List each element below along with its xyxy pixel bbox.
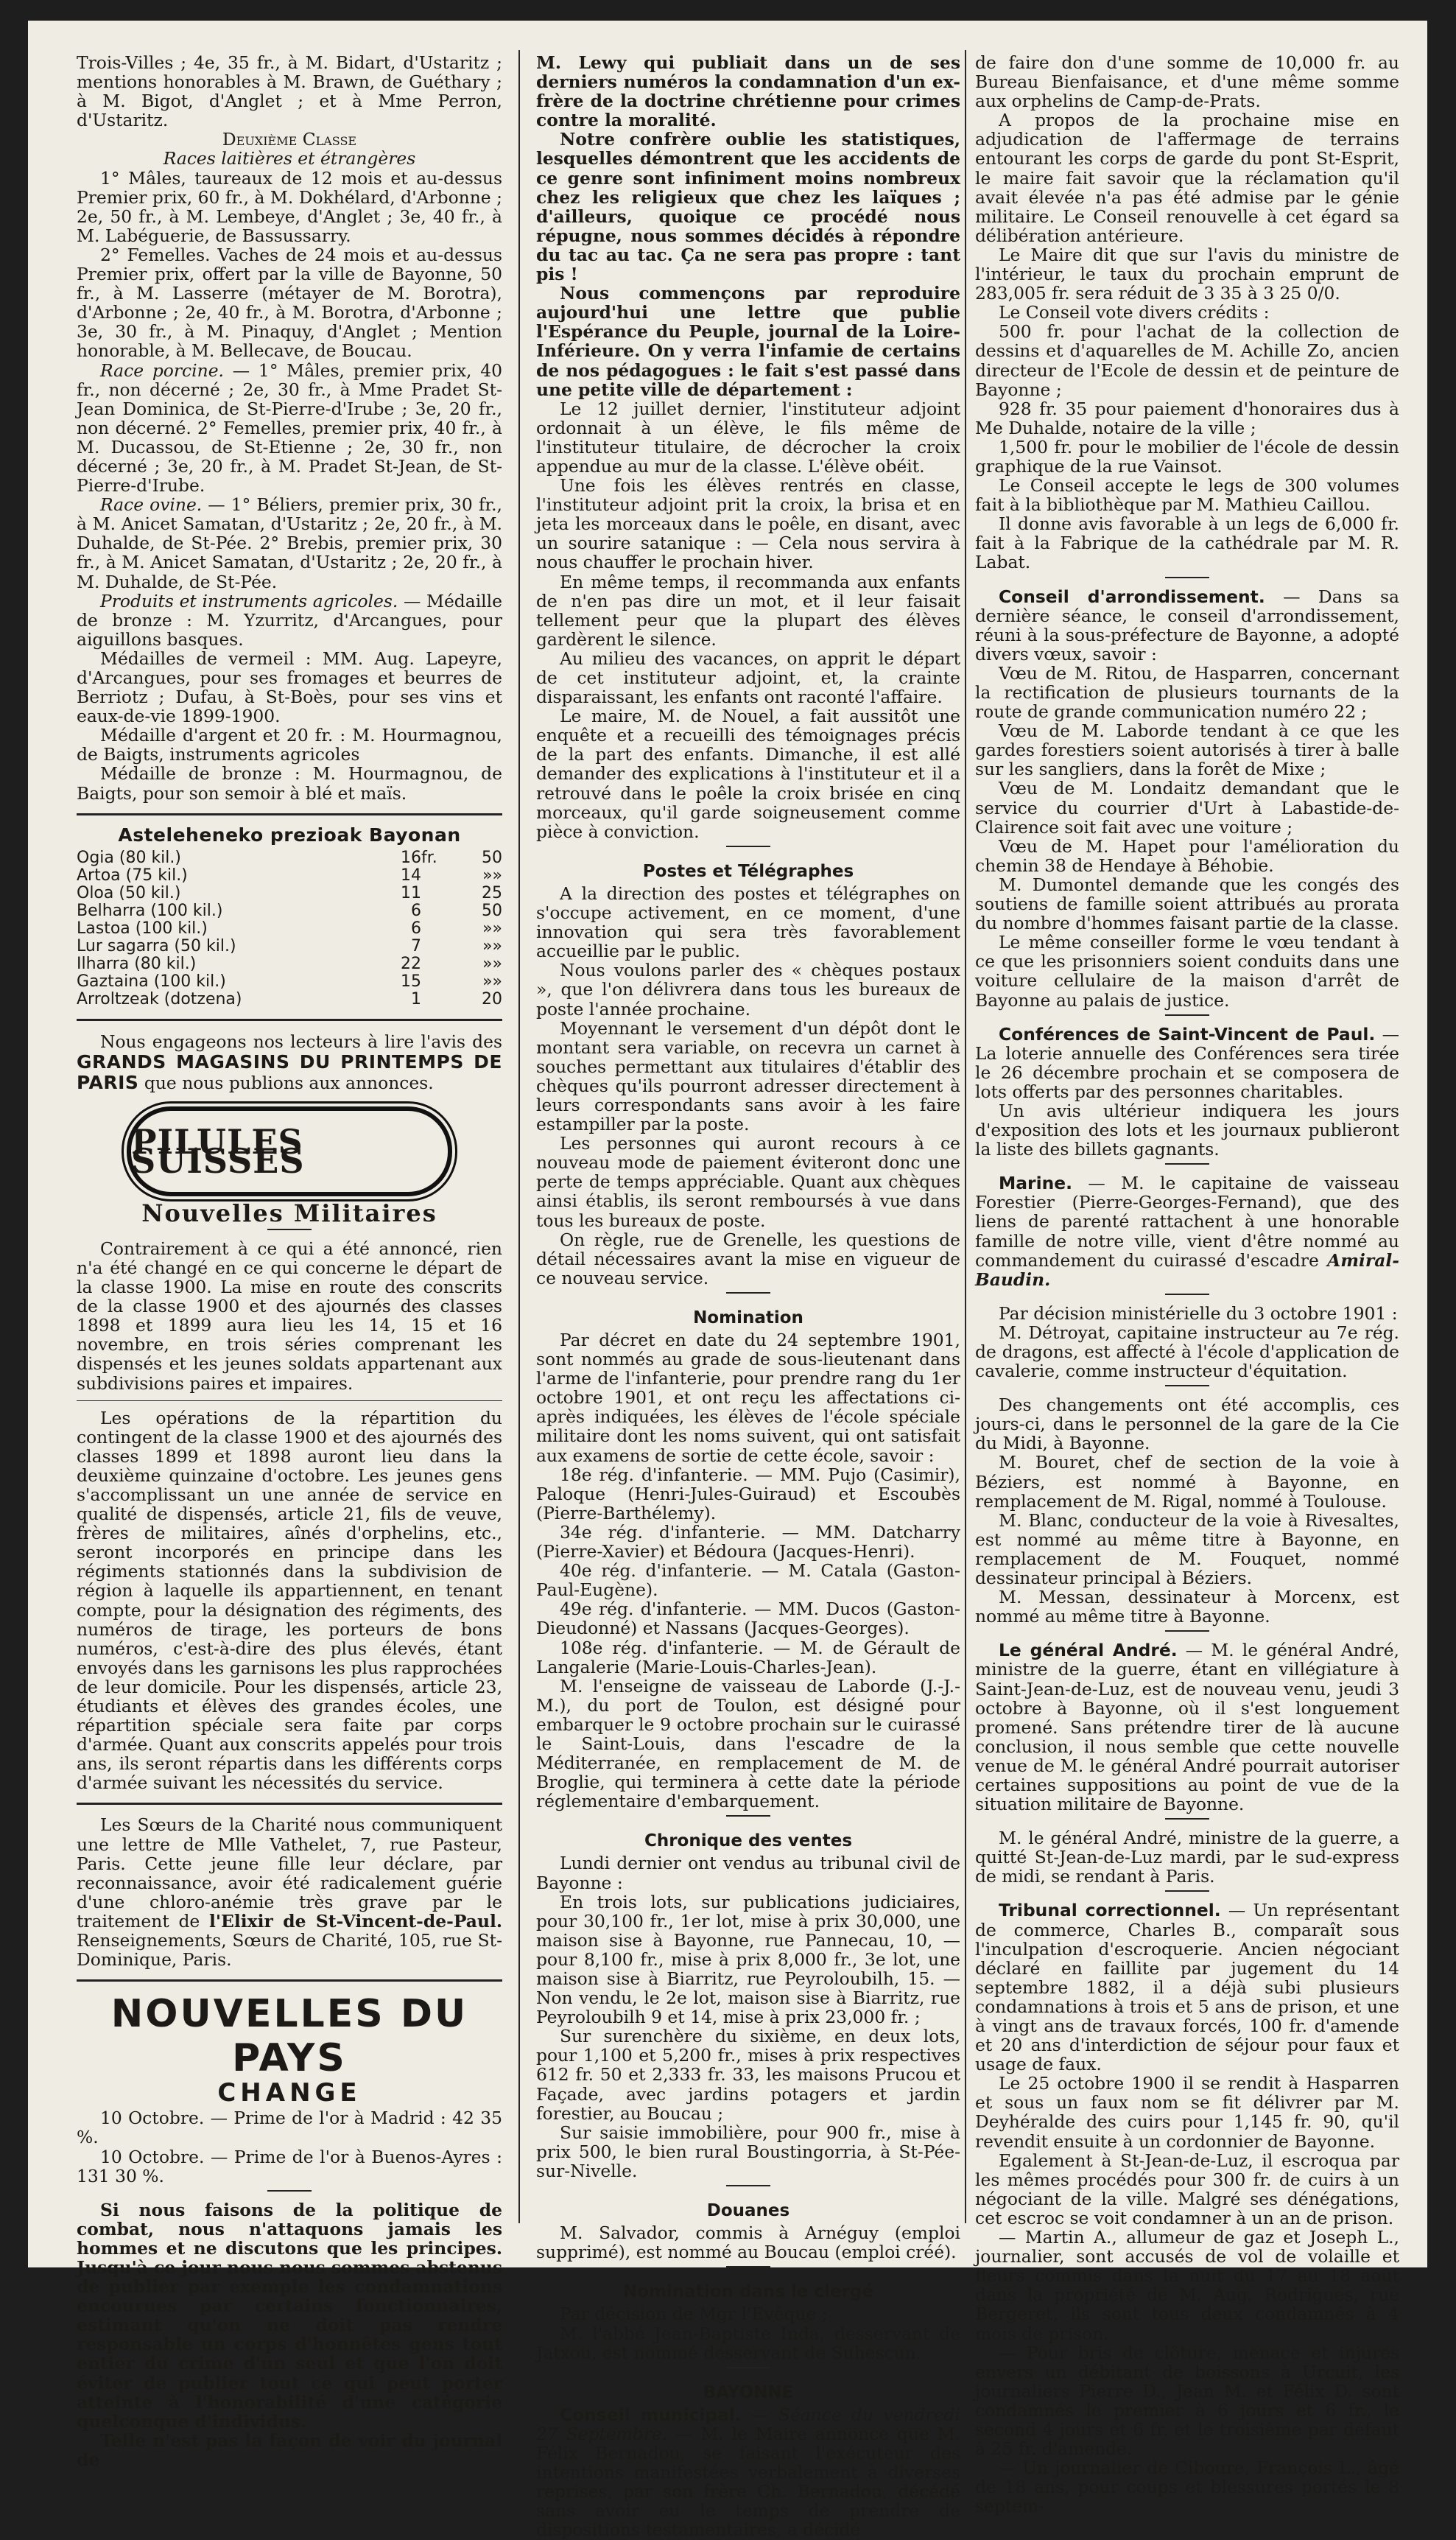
price-unit [421, 955, 451, 973]
paragraph: Si nous faisons de la politique de combat, nous n'attaquons jamais les hommes et ne discutons que les principes. Jusqu'à ce jour nous nous sommes abstenus de publier par exemple les condamnations encourues par certains fonctionnaires, estimant qu'on ne doit pas rendre responsable un corps d'honnêtes gens tout entier du crime d'un seul et que l'on doit éviter de publier tout ce qui peut porter atteinte à l'honorabilité d'une catégorie quelconque d'individus. [77, 2199, 502, 2432]
paragraph: Par décret en date du 24 septembre 1901, sont nommés au grade de sous-lieutenant dans l'arme de l'infanterie, pour prendre rang du 1er octobre 1901, et ont reçu les affectations ci-après indiquées, les élèves de l'école spéciale militaire dont les noms suivent, qui ont satisfait aux examens de sortie de cette école, savoir : [536, 1330, 960, 1466]
newspaper-page [28, 21, 1427, 2540]
divider [726, 1292, 770, 1294]
price-cents: »» [482, 919, 502, 938]
divider [726, 1815, 770, 1817]
section-title: Chronique des ventes [644, 1831, 853, 1851]
paragraph [975, 1901, 1399, 2074]
paragraph: — Un journalier de Ciboure, François L., âgé de 18 ans, pour coups et blessures portés le 8 septem- [975, 2457, 1399, 2517]
price-name: Ilharra (80 kil.) [77, 954, 197, 973]
section-title: BAYONNE [703, 2382, 794, 2402]
label: Tribunal correctionnel. [999, 1900, 1221, 1921]
label: Race porcine. [100, 359, 224, 381]
paragraph: Telle n'est pas la façon de voir du journal de [77, 2430, 502, 2470]
text: que nous publions aux annonces. [138, 1072, 434, 1093]
ship-name: Amiral-Baudin. [975, 1249, 1399, 1290]
price-unit [421, 938, 451, 955]
paragraph [975, 1641, 1399, 1814]
price-row [77, 938, 502, 955]
price-table [77, 849, 502, 1008]
paragraph: M. Salvador, commis à Arnéguy (emploi supprimé), est nommé au Boucau (emploi créé). [536, 2222, 960, 2263]
price-row [77, 973, 502, 991]
divider [77, 1803, 502, 1805]
price-row [77, 867, 502, 885]
price-unit [421, 902, 451, 920]
paragraph: Médailles de vermeil : MM. Aug. Lapeyre, d'Arcangues, pour ses fromages et beurres de Berriotz ; Dufau, à St-Boès, pour ses vins et eaux-de-vie 1899-1900. [77, 648, 502, 727]
price-cents: »» [482, 936, 502, 955]
column-rule [518, 50, 520, 2223]
paragraph: Vœu de M. Laborde tendant à ce que les gardes forestiers soient autorisés à tirer à balle sur les sangliers, dans la forêt de Mixe ; [975, 720, 1399, 780]
divider [267, 2190, 312, 2192]
label: Conseil municipal. [560, 2404, 742, 2425]
section-title: Douanes [706, 2201, 790, 2221]
price-name: Ogia (80 kil.) [77, 848, 181, 867]
prices-title: Asteleheneko prezioak Bayonan [118, 824, 461, 846]
column-1 [77, 53, 502, 2469]
price-row [77, 902, 502, 920]
paragraph: 49e rég. d'infanterie. — MM. Ducos (Gaston-Dieudonné) et Nassans (Jacques-Georges). [536, 1599, 960, 1639]
divider [726, 2367, 770, 2368]
price-name: Oloa (50 kil.) [77, 883, 181, 902]
paragraph [975, 1173, 1399, 1289]
price-name: Lastoa (100 kil.) [77, 919, 208, 938]
paragraph: Le Conseil vote divers crédits : [999, 302, 1270, 323]
label: Conseil d'arrondissement. [999, 586, 1265, 607]
paragraph: Notre confrère oublie les statistiques, lesquelles démontrent que les accidents de ce genre sont infiniment moins nombreux chez les religieux que chez les laïques ; d'ailleurs, quoique ce procédé nous répugne, nous sommes décidés à répondre du tac au tac. Ça ne sera pas propre : tant pis ! [536, 129, 960, 285]
printemps-notice [77, 1031, 502, 1093]
paragraph [77, 1815, 502, 1969]
divider [726, 2266, 770, 2267]
paragraph: Le Conseil accepte le legs de 300 volumes fait à la bibliothèque par M. Mathieu Caillou. [975, 475, 1399, 516]
paragraph: Vœu de M. Ritou, de Hasparren, concernant la rectification de plusieurs tournants de la route de grande communication numéro 22 ; [975, 662, 1399, 723]
paragraph: Une fois les élèves rentrés en classe, l'instituteur adjoint prit la croix, la brisa et en jeta les morceaux dans le poêle, en disant, avec un sourire satanique : — Cela nous servira à nous chauffer le prochain hiver. [536, 475, 960, 573]
text: Nous engageons nos lecteurs à lire l'avis des [100, 1031, 502, 1052]
paragraph: En même temps, il recommanda aux enfants de n'en pas dire un mot, et il leur faisait tellement peur que la plupart des élèves gardèrent le silence. [536, 571, 960, 650]
paragraph: M. Bouret, chef de section de la voie à Béziers, est nommé à Bayonne, en remplacement de M. Rigal, nommé à Toulouse. [975, 1452, 1399, 1512]
text: — M. le général André, ministre de la guerre, étant en villégiature à Saint-Jean-de-Luz, est de nouveau venu, jeudi 3 octobre à Bayonne, où il s'est longuement promené. Sans prétendre tirer de là aucune conclusion, il nous semble que cette nouvelle venue de M. le général André pourrait autoriser certaines suppositions au point de vue de la situation militaire de Bayonne. [975, 1640, 1399, 1815]
paragraph: Des changements ont été accomplis, ces jours-ci, dans le personnel de la gare de la Cie du Midi, à Bayonne. [975, 1394, 1399, 1454]
price-cents: 50 [482, 848, 502, 867]
paragraph: Vœu de M. Londaitz demandant que le service du courrier d'Urt à Labastide-de-Clairence soit fait avec une voiture ; [975, 778, 1399, 838]
price-value: 11 [401, 883, 421, 902]
divider [1165, 1163, 1209, 1165]
paragraph: Les opérations de la répartition du contingent de la classe 1900 et des ajournés des classes 1899 et 1898 auront lieu dans la deuxième quinzaine d'octobre. Les jeunes gens s'accomplissant un une année de service en qualité de dispensés, article 21, fils de veuve, frères de militaires, aînés d'orphelins, etc., seront incorporés en principe dans les régiments stationnés dans la subdivision de région à laquelle ils appartiennent, en tenant compte, pour la désignation des régiments, des numéros de tirage, les porteurs de bons numéros, c'est-à-dire des plus élevés, étant envoyés dans les garnisons les plus rapprochées de leur domicile. Pour les dispensés, article 23, étudiants et élèves des grandes écoles, une répartition spéciale sera faite par corps d'armée. Quant aux conscrits appelés pour trois ans, ils seront répartis dans les différents corps d'armée suivant les nécessités du service. [77, 1407, 502, 1794]
price-cents: 50 [482, 901, 502, 920]
paragraph: M. Blanc, conducteur de la voie à Rivesaltes, est nommé au même titre à Bayonne, en remplacement de M. Fouquet, nommé dessinateur principal à Béziers. [975, 1509, 1399, 1589]
label: Marine. [999, 1173, 1073, 1194]
price-name: Artoa (75 kil.) [77, 866, 188, 885]
paragraph: 10 Octobre. — Prime de l'or à Madrid : 42 35 %. [77, 2108, 502, 2148]
divider [77, 1979, 502, 1982]
paragraph: Le même conseiller forme le vœu tendant à ce que les prisonniers soient conduits dans une voiture cellulaire de la maison d'arrêt de Bayonne au palais de justice. [975, 932, 1399, 1011]
paragraph: Le Maire dit que sur l'avis du ministre de l'intérieur, le taux du prochain emprunt de 283,005 fr. sera réduit de 3 35 à 3 25 0/0. [975, 244, 1399, 304]
section-title: Postes et Télégraphes [642, 861, 854, 881]
price-unit [421, 973, 451, 991]
paragraph: Moyennant le versement d'un dépôt dont le montant sera variable, on recevra un carnet à souches permettant aux titulaires d'établir des chèques qu'ils pourront adresser directement à leurs correspondants sans avoir à les faire estampiller par la poste. [536, 1017, 960, 1135]
column-rule [965, 50, 966, 2223]
text: — M. le Maire annonce que M. Félix Bernadou, se faisant l'exécuteur des intentions manifestées verbalement à diverses reprises, par son frère Ch. Bernadou, décédé sans avoir eu le temps de prendre de dispositions testamentaires, a décidé [536, 2423, 960, 2540]
price-unit [421, 867, 451, 885]
paragraph: — Martin A., allumeur de gaz et Joseph L., journalier, sont accusés de vol de volaille et fleurs commis dans la nuit du 17 au 18 août dans la propriété de M. Aug. Rodrigues, rue Bergeret, ils sont tous deux condamnés à 4 mois de prison. [975, 2227, 1399, 2344]
price-unit [421, 920, 451, 938]
divider [267, 1229, 312, 1230]
paragraph: M. Lewy qui publiait dans un de ses derniers numéros la condamnation d'un ex-frère de la doctrine chrétienne pour crimes contre la moralité. [536, 52, 960, 131]
divider [726, 2185, 770, 2186]
paragraph: M. l'abbé Jean-Baptiste Inda, desservant de Jatxou, est nommé desservant de Suhescun. [536, 2323, 960, 2363]
paragraph: M. Dumontel demande que les congés des soutiens de famille soient attribués au prorata du nombre d'hommes faisant partie de la classe. [975, 874, 1399, 934]
divider [1165, 1294, 1209, 1295]
paragraph: Sur surenchère du sixième, en deux lots, pour 1,100 et 5,200 fr., mises à prix respectives 612 fr. 50 et 2,333 fr. 33, les maisons Prucou et Façade, avec jardins potagers et jardin forestier, au Boucau ; [536, 2026, 960, 2124]
paragraph: Les personnes qui auront recours à ce nouveau mode de paiement éviteront donc une perte de temps appréciable. Quant aux chèques ainsi établis, ils seront remboursés à vue dans tous les bureaux de poste. [536, 1133, 960, 1231]
paragraph: Nous voulons parler des « chèques postaux », que l'on délivrera dans tous les bureaux de poste l'année prochaine. [536, 960, 960, 1020]
text: — M. le capitaine de vaisseau Forestier (Pierre-Georges-Fernand), que des liens de parenté rattachent à une honorable famille de notre ville, vient d'être nommé au commandement du cuirassé d'escadre [975, 1173, 1399, 1271]
section-title: Nouvelles Militaires [141, 1199, 437, 1227]
column-2 [536, 53, 960, 2539]
price-name: Gaztaina (100 kil.) [77, 972, 226, 991]
text: — Médaille de bronze : M. Yzurritz, d'Arcangues, pour aiguillons basques. [77, 590, 502, 650]
paragraph: 34e rég. d'infanterie. — MM. Datcharry (Pierre-Xavier) et Bédoura (Jacques-Henri). [536, 1521, 960, 1562]
divider [1165, 1818, 1209, 1820]
paragraph: M. Détroyat, capitaine instructeur au 7e rég. de dragons, est affecté à l'école d'application de cavalerie, comme instructeur d'équitation. [975, 1322, 1399, 1382]
paragraph: Sur saisie immobilière, pour 900 fr., mise à prix 500, le bien rural Boustingorria, à St-Pée-sur-Nivelle. [536, 2122, 960, 2181]
price-value: 14 [401, 866, 421, 885]
paragraph: 108e rég. d'infanterie. — M. de Gérault de Langalerie (Marie-Louis-Charles-Jean). [536, 1637, 960, 1677]
paragraph: Le maire, M. de Nouel, a fait aussitôt une enquête et a recueilli des témoignages précis de la part des enfants. Dimanche, il est allé demander des explications à l'instituteur et il a retrouvé dans le poêle la croix brisée en cinq morceaux, qu'il garde soigneusement comme pièce à conviction. [536, 706, 960, 842]
divider [726, 846, 770, 847]
price-unit [421, 991, 451, 1008]
price-unit: fr. [421, 848, 437, 867]
paragraph: On règle, rue de Grenelle, les questions de détail nécessaires avant la mise en vigueur de ce nouveau service. [536, 1229, 960, 1288]
divider [1165, 1890, 1209, 1892]
divider [1165, 1014, 1209, 1016]
price-value: 15 [401, 972, 421, 991]
paragraph: Lundi dernier ont vendus au tribunal civil de Bayonne : [536, 1853, 960, 1893]
paragraph [77, 361, 502, 496]
paragraph: Un avis ultérieur indiquera les jours d'exposition des lots et les journaux publieront la liste des billets gagnants. [975, 1100, 1399, 1160]
paragraph: 40e rég. d'infanterie. — M. Catala (Gaston-Paul-Eugène). [536, 1560, 960, 1601]
paragraph: 500 fr. pour l'achat de la collection de dessins et d'aquarelles de M. Achille Zo, ancien directeur de l'Ecole de dessin et de peinture de Bayonne ; [975, 321, 1399, 400]
paragraph: 10 Octobre. — Prime de l'or à Buenos-Ayres : 131 30 %. [77, 2146, 502, 2186]
price-value: 22 [401, 954, 421, 973]
paragraph: Par décision de Mgr l'Evêque ; [560, 2304, 828, 2325]
divider [1165, 1385, 1209, 1386]
label: Race ovine. [100, 494, 203, 516]
paragraph [536, 2405, 960, 2540]
price-name: Lur sagarra (50 kil.) [77, 936, 236, 955]
paragraph: Trois-Villes ; 4e, 35 fr., à M. Bidart, d'Ustaritz ; mentions honorables à M. Brawn, de Guéthary ; à M. Bigot, d'Anglet ; et à Mme Perron, d'Ustaritz. [77, 52, 502, 131]
paragraph: Contrairement à ce qui a été annoncé, rien n'a été changé en ce qui concerne le départ de la classe 1900. La mise en route des conscrits de la classe 1900 et des ajournés des classes 1898 et 1899 aura lieu les 14, 15 et 16 novembre, en trois séries comprenant les dispensés et les jeunes soldats appartenant aux subdivisions paires et impaires. [77, 1238, 502, 1394]
section-subtitle: CHANGE [217, 2078, 362, 2108]
label: Produits et instruments agricoles. [100, 590, 398, 611]
price-value: 6 [411, 901, 421, 920]
price-value: 7 [411, 936, 421, 955]
price-row [77, 920, 502, 938]
paragraph: 2° Femelles. Vaches de 24 mois et au-dessus Premier prix, offert par la ville de Bayonne, 50 fr., à M. Lasserre (métayer de M. Borotra), d'Arbonne ; 2e, 40 fr., à M. Borotra, d'Arbonne ; 3e, 30 fr., à M. Pinaquy, d'Anglet ; Mention honorable, à M. Bellecave, de Boucau. [77, 244, 502, 362]
text: — 1° Mâles, premier prix, 40 fr., non décerné ; 2e, 30 fr., à Mme Pradet St-Jean Dominica, de St-Pierre-d'Irube ; 3e, 20 fr., non décerné. 2° Femelles, premier prix, 40 fr., à M. Ducassou, de St-Etienne ; 2e, 30 fr., non décerné ; 3e, 20 fr., à M. Pradet St-Jean, de St-Pierre-d'Irube. [77, 359, 502, 497]
price-value: 1 [411, 989, 421, 1008]
text: — Un représentant de commerce, Charles B., comparaît sous l'inculpation d'escroquerie. Ancien négociant déclaré en faillite par jugement du 14 septembre 1882, il a déjà subi plusieurs condamnations à trois et 5 ans de prison, et une à vingt ans de travaux forcés, 100 fr. d'amende et 20 ans d'interdiction de séjour pour faux et usage de faux. [975, 1900, 1399, 2075]
price-unit [421, 885, 451, 902]
column-3 [975, 53, 1399, 2516]
price-cents: 20 [482, 989, 502, 1008]
paragraph: de faire don d'une somme de 10,000 fr. au Bureau Bienfaisance, et d'une même somme aux orphelins de Camp-de-Prats. [975, 52, 1399, 112]
paragraph: Nous commençons par reproduire aujourd'hui une lettre que publie l'Espérance du Peuple, journal de la Loire-Inférieure. On y verra l'infamie de certains de nos pédagogues : le fait s'est passé dans une petite ville de département : [536, 283, 960, 400]
price-row [77, 849, 502, 867]
text: Les Sœurs de la Charité nous communiquent une lettre de Mlle Vathelet, 7, rue Pasteur, Paris. Cette jeune fille leur déclare, par reconnaissance, avoir été radicalement guérie d'une chloro-anémie très grave par le traitement de [77, 1814, 502, 1932]
label: Le général André. [999, 1640, 1178, 1661]
paragraph: Le 25 octobre 1900 il se rendit à Hasparren et sous un faux nom se fit délivrer par M. Deyhéralde des cuirs pour 1,145 fr. 90, qu'il revendit ensuite à un cordonnier de Bayonne. [975, 2073, 1399, 2152]
text: — 1° Béliers, premier prix, 30 fr., à M. Anicet Samatan, d'Ustaritz ; 2e, 20 fr., à M. Duhalde, de St-Pée. 2° Brebis, premier prix, 30 fr., à M. Anicet Samatan, d'Ustaritz ; 2e, 20 fr., à M. Duhalde, de St-Pée. [77, 494, 502, 592]
paragraph: 18e rég. d'infanterie. — MM. Pujo (Casimir), Paloque (Henri-Jules-Guiraud) et Escoubès (Pierre-Barthélemy). [536, 1464, 960, 1523]
text: — Séance du vendredi 27 Septembre. [536, 2404, 960, 2444]
paragraph: Il donne avis favorable à un legs de 6,000 fr. fait à la Fabrique de la cathédrale par M. R. Labat. [975, 513, 1399, 573]
paragraph [77, 495, 502, 591]
class-heading: Deuxième Classe [222, 129, 357, 150]
paragraph: M. le général André, ministre de la guerre, a quitté St-Jean-de-Luz mardi, par le sud-express de midi, se rendant à Paris. [975, 1828, 1399, 1887]
label: Conférences de Saint-Vincent de Paul. [999, 1023, 1376, 1045]
paragraph [975, 1025, 1399, 1101]
paragraph: Médaille d'argent et 20 fr. : M. Hourmagnou, de Baigts, instruments agricoles [77, 725, 502, 765]
price-name: Belharra (100 kil.) [77, 901, 223, 920]
text: — La loterie annuelle des Conférences sera tirée le 26 décembre prochain et se composera de lots offerts par des personnes charitables. [975, 1023, 1400, 1102]
price-row [77, 955, 502, 973]
paragraph: M. Messan, dessinateur à Morcenx, est nommé au même titre à Bayonne. [975, 1587, 1399, 1627]
paragraph: Vœu de M. Hapet pour l'amélioration du chemin 38 de Hendaye à Béhobie. [975, 835, 1399, 876]
paragraph: En trois lots, sur publications judiciaires, pour 30,100 fr., 1er lot, mise à prix 30,000, une maison sise à Bayonne, rue Pannecau, 10, — pour 8,100 fr., mise à prix 8,000 fr., 3e lot, une maison sise à Biarritz, rue Peyroloubilh, 15. — Non vendu, le 2e lot, maison sise à Biarritz, rue Peyroloubilh 9 et 14, mise à prix 23,000 fr. ; [536, 1891, 960, 2028]
paragraph: Le 12 juillet dernier, l'instituteur adjoint ordonnait à un élève, le fils même de l'instituteur titulaire, de décrocher la croix appendue au mur de la classe. L'élève obéit. [536, 398, 960, 477]
price-row [77, 991, 502, 1008]
text: — Dans sa dernière séance, le conseil d'arrondissement, réuni à la sous-préfecture de Bayonne, a adopté divers vœux, savoir : [975, 586, 1399, 664]
paragraph: Au milieu des vacances, on apprit le départ de cet instituteur adjoint, et, la crainte disparaissant, les enfants ont raconté l'affaire. [536, 648, 960, 708]
paragraph: Médaille de bronze : M. Hourmagnou, de Baigts, pour son semoir à blé et maïs. [77, 763, 502, 804]
paragraph: A la direction des postes et télégraphes on s'occupe activement, en ce moment, d'une innovation qui sera très favorablement accueillie par le public. [536, 883, 960, 962]
paragraph: Par décision ministérielle du 3 octobre 1901 : [999, 1302, 1398, 1324]
price-cents: 25 [482, 883, 502, 902]
elixir-name: l'Elixir de St-Vincent-de-Paul. [209, 1910, 502, 1932]
paragraph: Egalement à St-Jean-de-Luz, il escroqua par les mêmes procédés pour 300 fr. de cuirs à un négociant de la ville. Malgré ses dénégations, cet escroc se voit condamner à un an de prison. [975, 2150, 1399, 2228]
section-title: NOUVELLES DU PAYS [110, 1992, 468, 2081]
divider [77, 1400, 502, 1401]
price-cents: »» [482, 972, 502, 991]
paragraph: 928 fr. 35 pour paiement d'honoraires dus à Me Duhalde, notaire de la ville ; [975, 398, 1399, 438]
price-cents: »» [482, 954, 502, 973]
paragraph: A propos de la prochaine mise en adjudication de l'affermage de terrains entourant les corps de garde du pont St-Esprit, le maire fait savoir que la réclamation qu'il avait élevée n'a pas été admise par le génie militaire. Le Conseil renouvelle à cet égard sa délibération antérieure. [975, 110, 1399, 246]
section-title: Nomination dans le clergé [623, 2282, 873, 2302]
price-name: Arroltzeak (dotzena) [77, 989, 242, 1008]
price-value: 16 [401, 848, 421, 867]
price-cents: »» [482, 866, 502, 885]
divider [77, 813, 502, 815]
price-row [77, 885, 502, 902]
divider [77, 1019, 502, 1021]
paragraph [975, 587, 1399, 664]
price-value: 6 [411, 919, 421, 938]
divider [1165, 1630, 1209, 1632]
subheading: Races laitières et étrangères [163, 148, 416, 169]
paragraph: — Pour bris de clôture, menace et injures envers un débitant de boissons à Urcuit, les journaliers Pierre D., Jean M. et Félix D. sont condamnés le premier à 6 jours et 6 fr., le second 4 jours et 6 fr. et le troisième par défaut à 25 fr. d'amende. [975, 2342, 1399, 2460]
paragraph: 1° Mâles, taureaux de 12 mois et au-dessus Premier prix, 60 fr., à M. Dokhélard, d'Arbonne ; 2e, 50 fr., à M. Lembeye, d'Anglet ; 3e, 40 fr., à M. Labéguerie, de Bassussarry. [77, 167, 502, 246]
paragraph: 1,500 fr. pour le mobilier de l'école de dessin graphique de la rue Vainsot. [975, 436, 1399, 477]
section-title: Nomination [693, 1308, 803, 1327]
pilules-suisses-ad: PILULES SUISSES [127, 1106, 452, 1196]
paragraph [77, 592, 502, 649]
paragraph: M. l'enseigne de vaisseau de Laborde (J.-J.-M.), du port de Toulon, est désigné pour embarquer le 9 octobre prochain sur le cuirassé le Saint-Louis, dans l'escadre de la Méditerranée, en remplacement de M. de Broglie, qui terminera à cette date la période réglementaire d'embarquement. [536, 1675, 960, 1812]
divider [1165, 577, 1209, 578]
printemps-name: GRANDS MAGASINS DU PRINTEMPS DE PARIS [77, 1050, 502, 1093]
text: Renseignements, Sœurs de Charité, 105, rue St-Dominique, Paris. [77, 1930, 502, 1971]
